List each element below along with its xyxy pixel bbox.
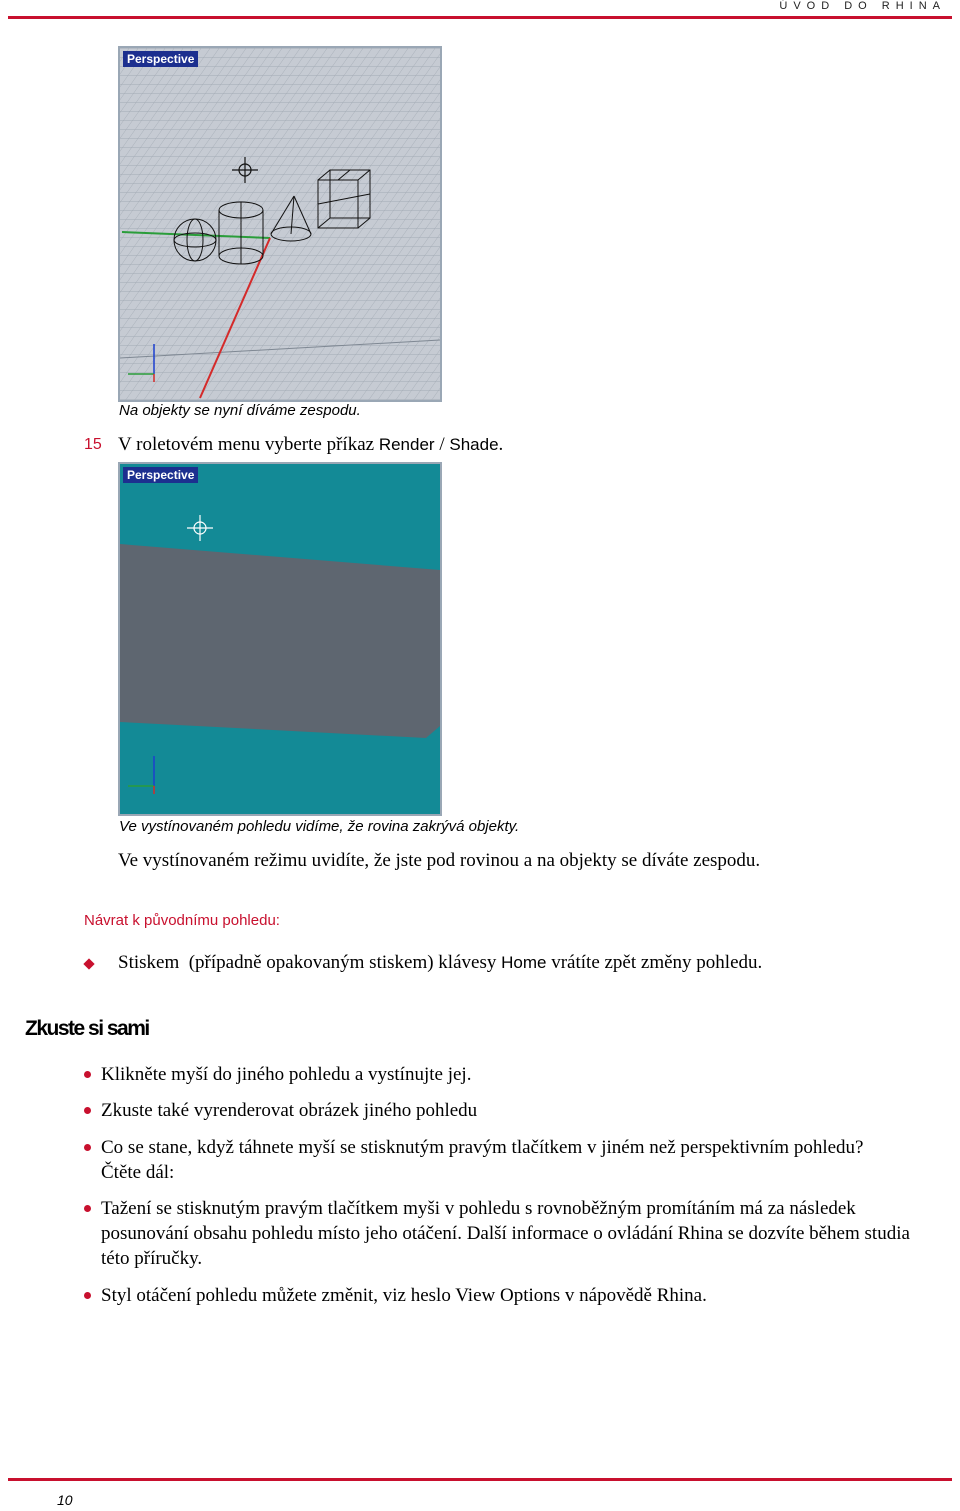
shaded-paragraph: Ve vystínovaném režimu uvidíte, že jste pod rovinou a na objekty se díváte zespodu. — [118, 850, 761, 871]
bullet-dot-icon — [84, 1071, 91, 1078]
return-instruction — [118, 950, 762, 975]
diamond-bullet-icon — [83, 958, 94, 969]
shaded-scene — [120, 464, 440, 814]
shaded-viewport — [118, 462, 442, 816]
try-item: Klikněte myší do jiného pohledu a vystínujte jej. — [101, 1064, 472, 1085]
step-number: 15 — [84, 436, 102, 453]
return-instruction-after: vrátíte zpět změny pohledu. — [546, 952, 763, 973]
step15-text-after: . — [498, 434, 504, 455]
step15-text — [118, 432, 503, 457]
figure2-caption: Ve vystínovaném pohledu vidíme, že rovina zakrývá objekty. — [119, 818, 520, 835]
bullet-dot-icon — [84, 1144, 91, 1151]
bullet-dot-icon — [84, 1292, 91, 1299]
try-item: Tažení se stisknutým pravým tlačítkem myši v pohledu s rovnoběžným promítáním má za následek posunování obsahu pohledu místo jeho otáčení. Další informace o ovládání Rhina se dozvíte během studia této příručky. — [101, 1198, 910, 1269]
bullet-dot-icon — [84, 1107, 91, 1114]
command-separator: / — [434, 434, 450, 455]
figure1-caption: Na objekty se nyní díváme zespodu. — [119, 402, 361, 419]
shade-command: Shade — [449, 435, 499, 454]
section-heading: Zkuste si sami — [25, 1017, 149, 1040]
viewport-title: Perspective — [123, 467, 198, 483]
try-item: Styl otáčení pohledu můžete změnit, viz heslo View Options v nápovědě Rhina. — [101, 1285, 707, 1306]
try-item: Co se stane, když táhnete myší se stisknutým pravým tlačítkem v jiném než perspektivním pohledu? Čtěte dál: — [101, 1137, 864, 1183]
footer-rule — [8, 1478, 952, 1481]
return-heading: Návrat k původnímu pohledu: — [84, 912, 280, 929]
try-item: Zkuste také vyrenderovat obrázek jiného pohledu — [101, 1100, 478, 1121]
wireframe-viewport — [118, 46, 442, 402]
step15-text-before: V roletovém menu vyberte příkaz — [118, 434, 379, 455]
home-key: Home — [501, 953, 547, 972]
return-instruction-before: Stiskem (případně opakovaným stiskem) klávesy — [118, 952, 502, 973]
header-rule — [8, 16, 952, 19]
running-title: ÚVOD DO RHINA — [779, 0, 946, 12]
render-command: Render — [378, 435, 435, 454]
viewport-title: Perspective — [123, 51, 198, 67]
bullet-dot-icon — [84, 1205, 91, 1212]
page-number: 10 — [57, 1492, 73, 1508]
shaded-plane — [120, 544, 440, 738]
wireframe-scene — [120, 48, 440, 400]
